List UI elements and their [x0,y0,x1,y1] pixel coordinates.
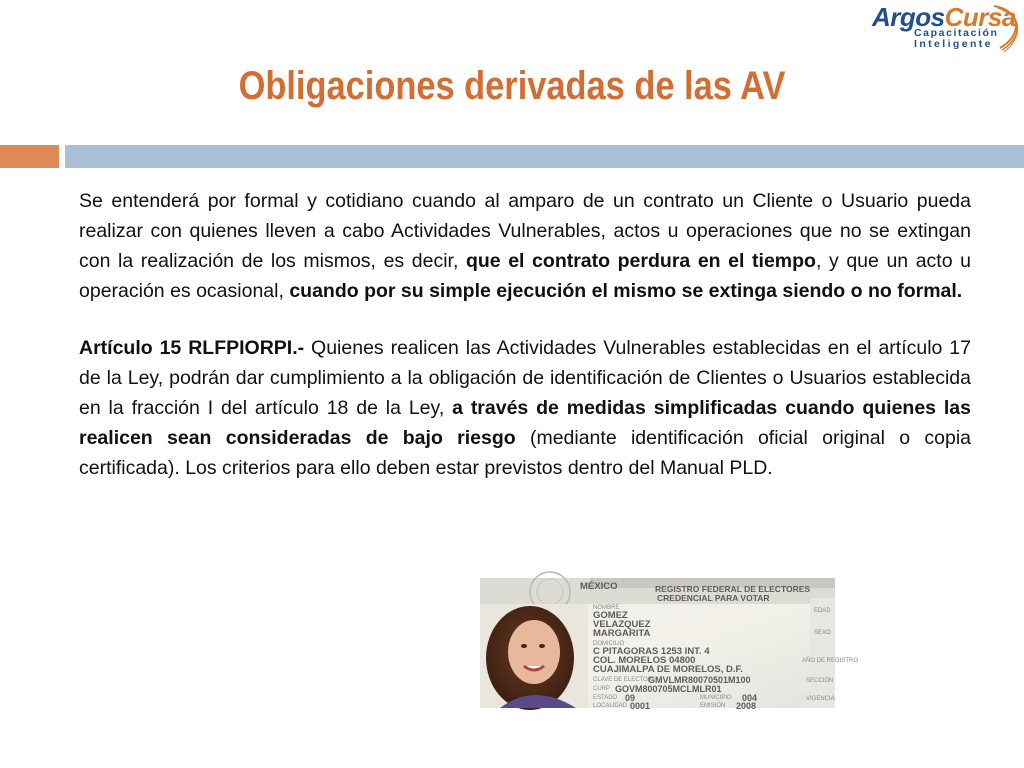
logo-tagline-1: Capacitación [914,27,999,39]
id-state-label: ESTADO [593,695,618,701]
id-country: MÉXICO [580,581,618,592]
slide-body [79,186,971,510]
paragraph-1-text-2: , y que un acto u operación es ocasional, [79,250,972,302]
id-address-2: COL. MORELOS 04800 [593,655,696,666]
id-name-label: NOMBRE [593,605,620,611]
id-state-value: 09 [625,693,636,703]
logo-brand-main: Argos [872,2,945,32]
accent-bar-blue [65,145,1024,168]
id-name-1: GOMEZ [593,610,628,621]
id-key-value: GMVLMR80070501M100 [648,675,751,685]
id-key-label: CLAVE DE ELECTOR [593,677,653,683]
paragraph-1-bold-2: cuando por su simple ejecución el mismo se extinga siendo o no formal. [289,280,963,302]
id-right-label-1: EDAD [814,608,831,614]
id-municipio-label: MUNICIPIO [700,695,732,701]
id-emision-value: 2008 [736,701,757,711]
id-header-2: CREDENCIAL PARA VOTAR [657,593,770,603]
argoscursa-logo [844,0,1024,56]
paragraph-2-bold-1: a través de medidas simplificadas cuando quienes las realicen sean consideradas de bajo riesgo [79,397,971,449]
paragraph-2-label: Artículo 15 RLFPIORPI.- [79,337,305,359]
paragraph-1-bold-1: que el contrato perdura en el tiempo [465,250,816,272]
id-emision-label: EMISIÓN [700,703,726,709]
paragraph-2-text-2: (mediante identificación oficial original o copia certificada). Los criterios para ello deben estar previstos dentro del Manual PLD. [79,427,972,479]
id-right-label-3: AÑO DE REGISTRO [802,658,859,664]
paragraph-1-text-1: Se entenderá por formal y cotidiano cuando al amparo de un contrato un Cliente o Usuario pueda realizar con quienes lleven a cabo Actividades Vulnerables, actos u operaciones que no se extingan con la realización de los mismos, es decir, [79,190,971,272]
id-address-1: C PITAGORAS 1253 INT. 4 [593,646,710,657]
id-right-label-5: VIGENCIA [806,696,835,702]
id-curp-label: CURP [593,686,611,692]
paragraph-2-text-1: Quienes realicen las Actividades Vulnerables establecidas en el artículo 17 de la Ley, podrán dar cumplimiento a la obligación de identificación de Clientes o Usuarios establecida en la fracción I del artículo 18 de la Ley, [79,337,971,419]
id-localidad-value: 0001 [630,701,651,711]
id-municipio-value: 004 [742,693,758,703]
accent-bar-orange [0,145,59,168]
id-header-1: REGISTRO FEDERAL DE ELECTORES [655,584,811,594]
paragraph-articulo-15 [79,333,971,483]
id-name-2: VELAZQUEZ [593,619,651,630]
id-address-label: DOMICILIO [593,641,625,647]
id-address-3: CUAJIMALPA DE MORELOS, D.F. [593,664,743,675]
id-right-label-4: SECCIÓN [806,678,834,684]
id-localidad-label: LOCALIDAD [593,703,628,709]
id-name-3: MARGARITA [593,628,651,639]
paragraph-formal-definition [79,186,971,306]
slide-title: Obligaciones derivadas de las AV [238,64,786,108]
voter-id-card-image [480,578,859,711]
id-curp-value: GOVM800705MCLMLR01 [615,684,722,694]
id-right-label-2: SEXO [814,630,831,636]
logo-brand-accent: Cursa [944,2,1016,32]
logo-tagline-2: Inteligente [914,38,993,50]
